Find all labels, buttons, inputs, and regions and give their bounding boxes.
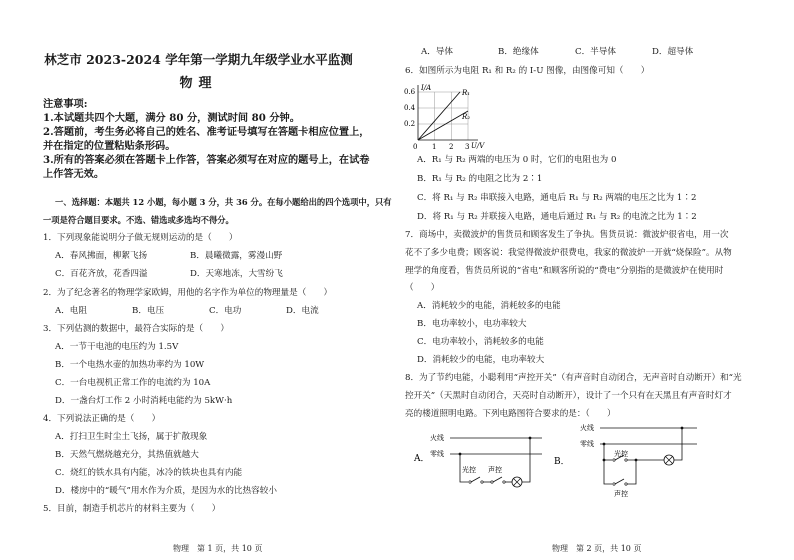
live-wire-label: 火线 [580, 424, 594, 432]
wire [627, 460, 636, 484]
r2-label: R₂ [462, 113, 471, 121]
section-heading: 一项是符合题目要求。不选、错选或多选均不得分。 [43, 215, 234, 225]
q8-stem-line: 控开关”（天黑时自动闭合，天亮时自动断开），设计了一个只有在天黑且有声音时灯才 [405, 391, 732, 401]
light-switch [471, 477, 480, 482]
switch-contact [613, 483, 615, 485]
switch-contact [625, 483, 627, 485]
notes-heading: 注意事项: [43, 98, 88, 110]
sound-switch [493, 477, 502, 482]
switch-contact [481, 481, 483, 483]
q2-stem: 2．为了纪念著名的物理学家欧姆，用他的名字作为单位的物理量是（ ） [43, 288, 333, 298]
page-footer: 物理 第 1 页，共 10 页 [173, 544, 263, 553]
y-tick: 0.2 [404, 120, 416, 128]
q3-option-d: D．一盏台灯工作 2 小时消耗电能约为 5kW·h [55, 396, 233, 406]
light-switch-label: 光控 [462, 466, 476, 474]
q5-option-d: D．超导体 [652, 47, 694, 57]
x-tick: 3 [465, 143, 470, 151]
q4-option-d: D．楼房中的“暖气”用水作为介质，是因为水的比热容较小 [55, 486, 277, 496]
exam-title: 林芝市 2023-2024 学年第一学期九年级学业水平监测 [44, 52, 353, 67]
x-tick: 2 [449, 143, 454, 151]
r1-line [418, 92, 460, 140]
q1-option-b: B．晨曦微露，雾漫山野 [190, 251, 283, 261]
q4-option-a: A．打扫卫生时尘土飞扬，属于扩散现象 [55, 432, 208, 442]
option-b-label: B． [554, 457, 570, 467]
wire [522, 438, 530, 482]
sound-switch [615, 479, 624, 484]
r2-line [418, 111, 471, 140]
q2-option-b: B．电压 [132, 306, 165, 316]
q3-option-a: A．一节干电池的电压约为 1.5V [55, 342, 179, 352]
circuit-a [412, 428, 547, 496]
q1-option-d: D．天寒地冻，大雪纷飞 [190, 269, 283, 279]
q6-option-c: C．将 R₁ 与 R₂ 串联接入电路，通电后 R₁ 与 R₂ 两端的电压之比为 1∶2 [417, 193, 697, 203]
q1-stem: 1．下列现象能说明分子做无规则运动的是（ ） [43, 233, 238, 243]
option-a-label: A． [414, 454, 430, 464]
q7-option-a: A．消耗较少的电能，消耗较多的电能 [417, 301, 561, 311]
q4-option-c: C．烧红的铁水具有内能，冰冷的铁块也具有内能 [55, 468, 243, 478]
notes-line: 1.本试题共四个大题，满分 80 分，测试时间 80 分钟。 [43, 112, 300, 124]
iu-graph [404, 82, 486, 154]
notes-line: 并在指定的位置粘贴条形码。 [43, 140, 176, 152]
switch-contact [613, 459, 615, 461]
notes-line: 上作答无效。 [43, 168, 105, 180]
q5-option-a: A．导体 [421, 47, 453, 57]
q2-options [55, 306, 363, 317]
q5-option-b: B．绝缘体 [498, 47, 539, 57]
junction-dot [635, 459, 638, 462]
switch-contact [469, 481, 471, 483]
q4-option-b: B．天然气燃烧越充分，其热值就越大 [55, 450, 199, 460]
neutral-wire-label: 零线 [430, 450, 444, 458]
section-heading: 一、选择题：本题共 12 小题，每小题 3 分，共 36 分。在每小题给出的四个选项中，只有 [55, 197, 392, 207]
y-tick: 0.6 [404, 88, 416, 96]
q8-stem-line: 亮的楼道照明电路。下列电路图符合要求的是：（ ） [405, 409, 616, 419]
sound-switch-label: 声控 [614, 490, 628, 498]
exam-subject: 物理 [179, 76, 218, 91]
q6-option-b: B．R₁ 与 R₂ 的电阻之比为 2∶1 [417, 174, 543, 184]
y-tick: 0.4 [404, 104, 416, 112]
q7-option-b: B．电功率较小，电功率较大 [417, 319, 527, 329]
q3-option-b: B．一个电热水壶的加热功率约为 10W [55, 360, 205, 370]
switch-contact [503, 481, 505, 483]
q5-stem: 5．目前，制造手机芯片的材料主要为（ ） [43, 504, 221, 514]
switch-contact [491, 481, 493, 483]
notes-line: 2.答题前，考生务必将自己的姓名、准考证号填写在答题卡相应位置上， [43, 126, 370, 138]
q5-option-c: C．半导体 [575, 47, 616, 57]
notes-line: 3.所有的答案必须在答题卡上作答，答案必须写在对应的题号上，在试卷 [43, 154, 370, 166]
neutral-wire-label: 零线 [580, 440, 594, 448]
switch-contact [625, 459, 627, 461]
q2-option-a: A．电阻 [55, 306, 87, 316]
q1-option-c: C．百花齐放，花香四溢 [55, 269, 148, 279]
q3-stem: 3．下列估测的数据中，最符合实际的是（ ） [43, 324, 229, 334]
q2-option-c: C．电功 [209, 306, 242, 316]
page-footer: 物理 第 2 页，共 10 页 [552, 544, 642, 553]
q6-option-d: D．将 R₁ 与 R₂ 并联接入电路，通电后通过 R₁ 与 R₂ 的电流之比为 1∶2 [417, 212, 697, 222]
x-tick: 1 [432, 143, 437, 151]
q7-stem-line: 花不了多少电费；顾客说：我觉得微波炉很费电，我家的微波炉一开就“烧保险”。从物 [405, 248, 732, 258]
circuit-b [552, 420, 702, 500]
x-tick: 0 [413, 143, 418, 151]
live-wire-label: 火线 [430, 434, 444, 442]
q3-option-c: C．一台电视机正常工作的电流约为 10A [55, 378, 211, 388]
q6-option-a: A．R₁ 与 R₂ 两端的电压为 0 时，它们的电阻也为 0 [417, 155, 617, 165]
q1-option-a: A．春风拂面，柳絮飞扬 [55, 251, 148, 261]
q6-stem: 6．如图所示为电阻 R₁ 和 R₂ 的 I-U 图像，由图像可知（ ） [405, 66, 650, 76]
wire [604, 460, 612, 484]
y-axis-label: I/A [421, 84, 432, 92]
r1-label: R₁ [462, 89, 471, 97]
sound-switch-label: 声控 [488, 466, 502, 474]
q7-option-d: D．消耗较少的电能，电功率较大 [417, 355, 545, 365]
q2-option-d: D．电流 [286, 306, 319, 316]
q7-stem-line: 理学的角度看，售货员所说的“省电”和顾客所说的“费电”分别指的是微波炉在使用时 [405, 266, 724, 276]
q4-stem: 4．下列说法正确的是（ ） [43, 414, 161, 424]
q8-stem-line: 8．为了节约电能，小聪利用“声控开关”（有声音时自动闭合，无声音时自动断开）和“光 [405, 373, 742, 383]
q7-stem-line: （ ） [405, 283, 440, 293]
q5-options [421, 47, 729, 58]
light-switch-label: 光控 [614, 450, 628, 458]
q7-option-c: C．电功率较小，消耗较多的电能 [417, 337, 544, 347]
q7-stem-line: 7．商场中，卖微波炉的售货员和顾客发生了争执。售货员说：微波炉很省电，用一次 [405, 230, 729, 240]
x-axis-label: U/V [471, 142, 485, 150]
